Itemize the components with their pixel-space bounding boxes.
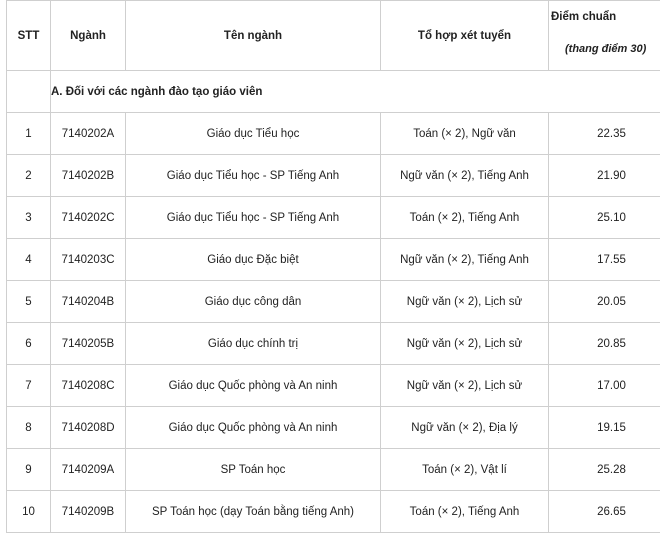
cell-major-code: 7140209B xyxy=(51,491,126,533)
cell-major-code: 7140208C xyxy=(51,365,126,407)
header-row xyxy=(7,1,660,71)
cell-subject-combo: Toán (× 2), Vật lí xyxy=(381,449,549,491)
cell-score: 19.15 xyxy=(549,407,660,449)
cell-major-code: 7140209A xyxy=(51,449,126,491)
cell-major-name: Giáo dục Tiểu học - SP Tiếng Anh xyxy=(126,197,381,239)
table-row xyxy=(7,407,660,449)
table-row xyxy=(7,113,660,155)
cell-major-code: 7140202A xyxy=(51,113,126,155)
section-label: A. Đối với các ngành đào tạo giáo viên xyxy=(51,71,660,113)
table-row xyxy=(7,197,660,239)
header-major-name: Tên ngành xyxy=(126,1,381,71)
cell-major-code: 7140205B xyxy=(51,323,126,365)
cell-subject-combo: Ngữ văn (× 2), Lịch sử xyxy=(381,365,549,407)
cell-major-code: 7140208D xyxy=(51,407,126,449)
cell-major-name: Giáo dục Tiểu học xyxy=(126,113,381,155)
cell-stt: 9 xyxy=(7,449,51,491)
cell-score: 21.90 xyxy=(549,155,660,197)
section-row xyxy=(7,71,660,113)
section-empty-cell xyxy=(7,71,51,113)
cell-stt: 4 xyxy=(7,239,51,281)
cell-subject-combo: Toán (× 2), Tiếng Anh xyxy=(381,491,549,533)
header-stt: STT xyxy=(7,1,51,71)
table-row xyxy=(7,281,660,323)
header-score-title: Điểm chuẩn xyxy=(551,11,616,23)
cell-subject-combo: Ngữ văn (× 2), Tiếng Anh xyxy=(381,239,549,281)
cell-score: 17.00 xyxy=(549,365,660,407)
cell-major-name: SP Toán học (dạy Toán bằng tiếng Anh) xyxy=(126,491,381,533)
cell-major-name: Giáo dục công dân xyxy=(126,281,381,323)
cell-major-name: Giáo dục Quốc phòng và An ninh xyxy=(126,365,381,407)
header-subject-combo: Tổ hợp xét tuyển xyxy=(381,1,549,71)
cell-score: 22.35 xyxy=(549,113,660,155)
cell-major-name: Giáo dục Đặc biệt xyxy=(126,239,381,281)
table-row xyxy=(7,155,660,197)
cell-score: 20.85 xyxy=(549,323,660,365)
cell-stt: 7 xyxy=(7,365,51,407)
header-score xyxy=(549,1,660,71)
cell-stt: 1 xyxy=(7,113,51,155)
cell-subject-combo: Ngữ văn (× 2), Tiếng Anh xyxy=(381,155,549,197)
cell-major-name: Giáo dục chính trị xyxy=(126,323,381,365)
cell-score: 25.28 xyxy=(549,449,660,491)
cell-stt: 3 xyxy=(7,197,51,239)
cell-major-code: 7140204B xyxy=(51,281,126,323)
table-row xyxy=(7,239,660,281)
cell-major-name: Giáo dục Tiểu học - SP Tiếng Anh xyxy=(126,155,381,197)
cell-score: 25.10 xyxy=(549,197,660,239)
table-row xyxy=(7,365,660,407)
cell-stt: 8 xyxy=(7,407,51,449)
cell-stt: 10 xyxy=(7,491,51,533)
cell-major-name: SP Toán học xyxy=(126,449,381,491)
cell-subject-combo: Toán (× 2), Ngữ văn xyxy=(381,113,549,155)
cell-score: 20.05 xyxy=(549,281,660,323)
cell-major-code: 7140202B xyxy=(51,155,126,197)
cell-stt: 6 xyxy=(7,323,51,365)
cell-subject-combo: Toán (× 2), Tiếng Anh xyxy=(381,197,549,239)
cell-stt: 5 xyxy=(7,281,51,323)
table-row xyxy=(7,323,660,365)
cell-major-code: 7140203C xyxy=(51,239,126,281)
cell-subject-combo: Ngữ văn (× 2), Địa lý xyxy=(381,407,549,449)
header-major-code: Ngành xyxy=(51,1,126,71)
table-row xyxy=(7,491,660,533)
table-row xyxy=(7,449,660,491)
cell-subject-combo: Ngữ văn (× 2), Lịch sử xyxy=(381,281,549,323)
cell-score: 17.55 xyxy=(549,239,660,281)
cell-major-code: 7140202C xyxy=(51,197,126,239)
cell-stt: 2 xyxy=(7,155,51,197)
cell-major-name: Giáo dục Quốc phòng và An ninh xyxy=(126,407,381,449)
cell-subject-combo: Ngữ văn (× 2), Lịch sử xyxy=(381,323,549,365)
header-score-scale: (thang điểm 30) xyxy=(565,43,646,55)
cell-score: 26.65 xyxy=(549,491,660,533)
admission-score-table xyxy=(6,0,660,533)
